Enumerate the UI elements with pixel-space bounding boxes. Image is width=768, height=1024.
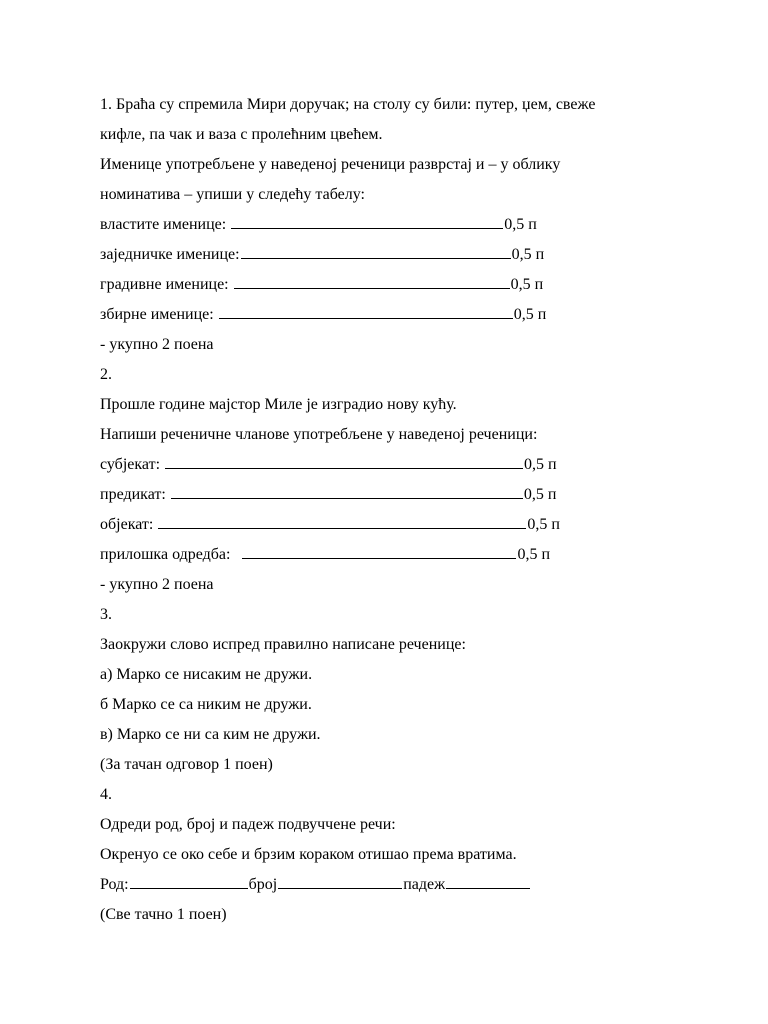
row-label: збирне именице: [100,306,214,323]
q2-sentence: Прошле године мајстор Миле је изградио нову кућу. [100,396,457,413]
answer-blank[interactable] [158,510,526,529]
q3-number: 3. [100,606,112,623]
answer-blank[interactable] [219,300,513,319]
q1-row-material-nouns [100,270,543,300]
q2-row-predicate [100,480,556,510]
row-label: субјекат: [100,456,161,473]
row-points: 0,5 п [523,486,557,503]
row-points: 0,5 п [504,216,537,233]
row-label: властите именице: [100,216,227,233]
answer-blank[interactable] [165,450,523,469]
rod-blank[interactable] [130,870,248,889]
q1-total: - укупно 2 поена [100,336,214,353]
q2-total: - укупно 2 поена [100,576,214,593]
q4-sentence: Окренуо се око себе и брзим кораком отишао према вратима. [100,846,517,863]
answer-blank[interactable] [171,480,523,499]
row-points: 0,5 п [511,246,545,263]
padez-label: падеж [403,876,446,893]
padez-blank[interactable] [446,870,530,889]
q3-instruction: Заокружи слово испред правилно написане реченице: [100,636,466,653]
q1-sentence-line1: 1. Браћа су спремила Мири доручак; на столу су били: путер, џем, свеже [100,96,596,113]
answer-blank[interactable] [242,540,516,559]
answer-blank[interactable] [241,240,511,259]
q2-instruction: Напиши реченичне чланове употребљене у наведеној реченици: [100,426,538,443]
row-label: објекат: [100,516,154,533]
row-points: 0,5 п [513,306,547,323]
q1-row-proper-nouns [100,210,537,240]
row-label: предикат: [100,486,166,503]
q3-option-c[interactable]: в) Марко се ни са ким не дружи. [100,726,321,743]
answer-blank[interactable] [234,270,510,289]
answer-blank[interactable] [231,210,503,229]
row-points: 0,5 п [517,546,551,563]
q4-score: (Све тачно 1 поен) [100,906,227,923]
q1-sentence-line2: кифле, па чак и ваза с пролећним цвећем. [100,126,383,143]
q2-row-object [100,510,560,540]
broj-label: број [248,876,278,893]
row-points: 0,5 п [524,456,557,473]
broj-blank[interactable] [278,870,402,889]
q3-option-b[interactable]: б Марко се са никим не дружи. [100,696,312,713]
row-points: 0,5 п [527,516,560,533]
q2-number: 2. [100,366,112,383]
rod-label: Род: [100,876,129,893]
q4-answer-row [100,870,531,900]
q4-number: 4. [100,786,112,803]
row-label: прилошка одредба: [100,546,231,563]
row-label: заједничке именице: [100,246,240,263]
q1-instruction-line1: Именице употребљене у наведеној реченици разврстај и – у облику [100,156,561,173]
q2-row-subject [100,450,557,480]
q1-instruction-line2: номинатива – упиши у следећу табелу: [100,186,365,203]
q3-option-a[interactable]: а) Марко се нисаким не дружи. [100,666,313,683]
q1-row-common-nouns [100,240,544,270]
q3-score: (За тачан одговор 1 поен) [100,756,273,773]
q2-row-adverbial [100,540,550,570]
q4-instruction: Одреди род, број и падеж подвуччене речи: [100,816,396,833]
q1-row-collective-nouns [100,300,546,330]
row-points: 0,5 п [510,276,544,293]
row-label: градивне именице: [100,276,229,293]
